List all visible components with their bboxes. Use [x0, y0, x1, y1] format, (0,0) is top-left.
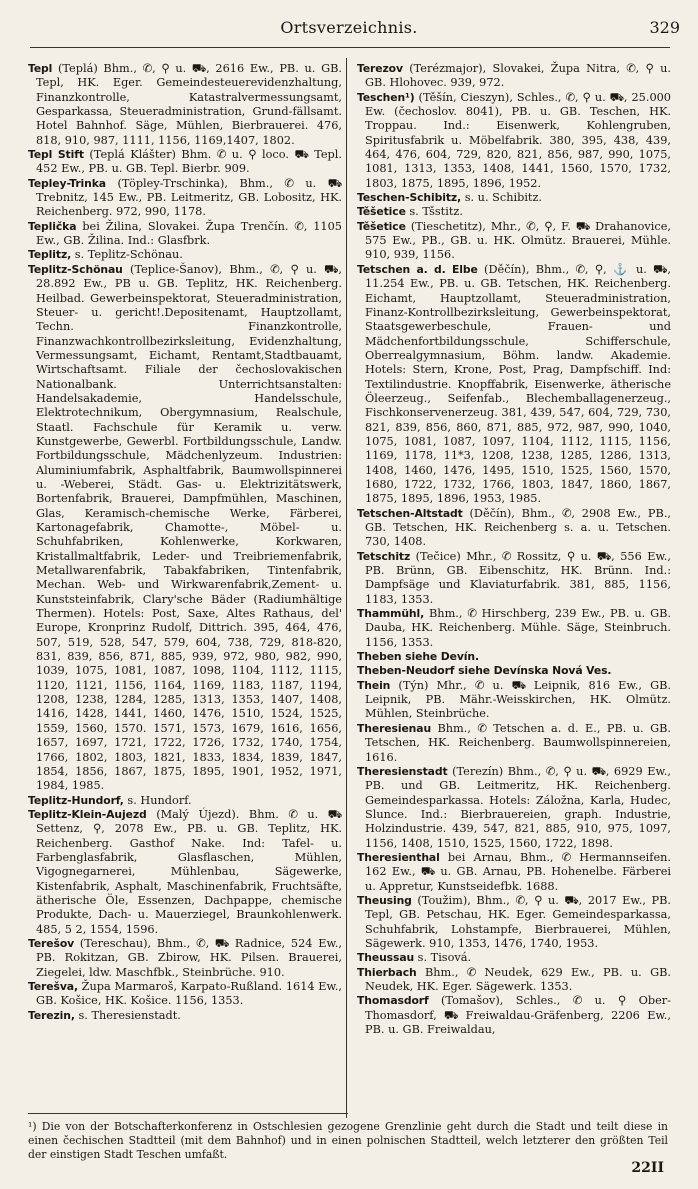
list-item: [357, 507, 671, 550]
entry-headword: Teplička: [28, 219, 77, 233]
list-item: [357, 679, 671, 722]
entry-headword: Terešva,: [28, 980, 78, 993]
list-item: [28, 177, 342, 220]
entry-headword: Tetschen-Altstadt: [357, 506, 463, 520]
entry-headword: Theben siehe Devín.: [357, 650, 480, 664]
list-item: [28, 148, 342, 177]
entry-text: (Tereschau), Bhm., ✆, ⛟ Radnice, 524 Ew., PB. Rokitzan, GB. Zbirow, HK. Pilsen. Brauerei, Ziegelei, ldw. Maschfbk., Steinbrüche. 910.: [36, 936, 342, 979]
list-item: [357, 851, 671, 894]
list-item: [357, 994, 671, 1037]
list-item: [357, 607, 671, 650]
list-item: [357, 664, 671, 678]
entry-text: Bhm., ✆ Hirschberg, 239 Ew., PB. u. GB. Dauba, HK. Reichenberg. Mühle. Säge, Steinbruch. 1156, 1353.: [365, 607, 671, 649]
header-rule: [30, 47, 670, 48]
entry-headword: Terezin,: [28, 1008, 75, 1022]
entry-text: (Tomašov), Schles., ✆ u. ⚲ Ober-Thomasdorf, ⛟ Freiwaldau-Gräfenberg, 2206 Ew., PB. u. GB. Freiwaldau,: [365, 994, 671, 1037]
entry-headword: Thomasdorf: [357, 994, 429, 1008]
entry-text: Bhm., ✆ Tetschen a. d. E., PB. u. GB. Tetschen, HK. Reichenberg. Baumwollspinnereien, 1616.: [365, 721, 671, 764]
list-item: [28, 62, 342, 148]
entry-text: s. Tisová.: [414, 951, 472, 965]
entry-headword: Tetschitz: [357, 549, 411, 563]
right-column: [357, 62, 671, 1037]
entry-headword: Teplitz-Hundorf,: [28, 793, 124, 807]
list-item: [28, 248, 342, 262]
entry-headword: Theresienstadt: [357, 764, 448, 778]
page-header: [0, 18, 698, 40]
entry-text: (Teplá) Bhm., ✆, ⚲ u. ⛟, 2616 Ew., PB. u. GB. Tepl, HK. Eger. Gemeindesteuerevidenzhaltung, Finanzkontrolle, Katastralvermessungsamt, Gesparkassa, Steueradministration, Grund-fällsamt. Hotel Bahnhof. Säge, Mühlen, Bierbrauerei. 476, 818, 910, 987, 1111, 1156, 1169,1407, 1802.: [36, 62, 342, 147]
entry-text: (Tieschetitz), Mhr., ✆, ⚲, F. ⛟ Drahanovice, 575 Ew., PB., GB. u. HK. Olmütz. Brauerei, Mühle. 910, 939, 1156.: [365, 219, 671, 262]
entry-headword: Theussau: [357, 951, 415, 965]
entry-headword: Tetschen a. d. Elbe: [357, 262, 478, 276]
entry-text: s. Teplitz-Schönau.: [71, 248, 183, 262]
list-item: [357, 220, 671, 263]
entry-text: (Terézmajor), Slovakei, Župa Nitra, ✆, ⚲ u. GB. Hlohovec. 939, 972.: [365, 62, 671, 90]
entry-headword: Tepl Stift: [28, 148, 84, 162]
entry-headword: Těšetice: [357, 205, 406, 219]
list-item: [357, 894, 671, 951]
list-item: [28, 937, 342, 980]
entry-headword: Teschen¹): [357, 90, 415, 104]
entry-headword: Tepley-Trinka: [28, 176, 106, 190]
list-item: [357, 62, 671, 91]
entry-text: s. Theresienstadt.: [74, 1008, 181, 1022]
signature-mark: 22II: [631, 1160, 664, 1176]
entry-text: bei Žilina, Slovakei. Župa Trenčín. ✆, 1105 Ew., GB. Žilina. Ind.: Glasfbrk.: [36, 219, 342, 248]
entry-headword: Thierbach: [357, 965, 417, 979]
entry-headword: Thammühl,: [357, 607, 425, 621]
entry-text: (Týn) Mhr., ✆ u. ⛟ Leipnik, 816 Ew., GB. Leipnik, PB. Mähr.-Weisskirchen, HK. Olmütz. Mühlen, Steinbrüche.: [365, 678, 671, 721]
entry-text: Bhm., ✆ Neudek, 629 Ew., PB. u. GB. Neudek, HK. Eger. Sägewerk. 1353.: [365, 965, 671, 993]
list-item: [357, 263, 671, 507]
list-item: [28, 263, 342, 794]
entry-headword: Thein: [357, 678, 391, 692]
entry-headword: Theben-Neudorf siehe Devínska Nová Ves.: [357, 664, 612, 678]
entry-text: s. Tšstitz.: [405, 205, 463, 219]
page-title: Ortsverzeichnis.: [280, 18, 418, 37]
entry-text: (Teplice-Šanov), Bhm., ✆, ⚲ u. ⛟, 28.892 Ew., PB u. GB. Teplitz, HK. Reichenberg. Heilbad. Gewerbeinspektorat, Steueradministration, Steuer- u. gericht!.Depositenamt, Hauptzollamt, Techn. Finanzkontrolle, Finanzwachkontrollbezirksleitung, Evidenzhaltung, Vermessungsamt, Eichamt, Rentamt,Stadtbauamt, Wirtschaftsamt. Filiale der čechoslovakischen Nationalbank. Unterrichtsanstalten: Handelsakademie, Handelsschule, Elektrotechnikum, Obergymnasium, Realschule, Staatl. Fachschule für Keramik u. verw. Kunstgewerbe, Gewerbl. Fortbildungsschule, Landw. Fortbildungsschule, Mädchenlyzeum. Industrien: Aluminiumfabrik, Asphaltfabrik, Baumwollspinnerei u. -Weberei, Städt. Gas- u. Elektrizitätswerk, Bortenfabrik, Brauerei, Dampfmühlen, Maschinen, Glas, Keramisch-chemische Werke, Färberei, Kartonagefabrik, Chamotte-, Möbel- u. Schuhfabriken, Kohlenwerke, Korkwaren, Kristallmaltfabrik, Leder- und Treibriemenfabrik, Metallwarenfabrik, Tabakfabriken, Tintenfabrik, Mechan. Web- und Wirkwarenfabrik,Zement- u. Kunststeinfabrik, Clary'sche Bäder (Radiumhältige Thermen). Hotels: Post, Saxe, Altes Rathaus, del' Europe, Kronprinz Rudolf, Dittrich. 395, 464, 476, 507, 519, 528, 547, 579, 604, 738, 729, 818-820, 831, 839, 856, 871, 885, 939, 972, 980, 982, 990, 1039, 1075, 1081, 1087, 1098, 1104, 1112, 1115, 1120, 1121, 1156, 1164, 1169, 1183, 1187, 1194, 1208, 1238, 1284, 1285, 1313, 1353, 1407, 1408, 1416, 1428, 1441, 1460, 1476, 1510, 1524, 1525, 1559, 1560, 1570. 1571, 1573, 1679, 1616, 1656, 1657, 1697, 1721, 1722, 1726, 1732, 1740, 1754, 1766, 1802, 1803, 1821, 1833, 1834, 1839, 1847, 1854, 1856, 1867, 1875, 1895, 1901, 1952, 1971, 1984, 1985.: [36, 262, 342, 793]
entry-headword: Terešov: [28, 936, 75, 950]
list-item: [28, 220, 342, 249]
list-item: [357, 966, 671, 995]
entry-text: (Terezín) Bhm., ✆, ⚲ u. ⛟, 6929 Ew., PB. und GB. Leitmeritz, HK. Reichenberg. Gemeindesparkassa. Hotels: Záložna, Karla, Hudec, Slunce. Ind.: Bierbrauereien, graph. Industrie, Holzindustrie. 439, 547, 821, 885, 910, 975, 1097, 1156, 1408, 1510, 1525, 1560, 1722, 1898.: [365, 764, 671, 850]
column-divider: [346, 58, 347, 1118]
entry-text: (Töpley-Trschinka), Bhm., ✆ u. ⛟ Trebnitz, 145 Ew., PB. Leitmeritz, GB. Lobositz, HK. Reichenberg. 972, 990, 1178.: [36, 176, 342, 219]
entry-text: (Teplá Klášter) Bhm. ✆ u. ⚲ loco. ⛟ Tepl. 452 Ew., PB. u. GB. Tepl. Bierbr. 909.: [36, 148, 342, 176]
entry-headword: Teplitz,: [28, 248, 72, 262]
entry-text: (Tečice) Mhr., ✆ Rossitz, ⚲ u. ⛟, 556 Ew., PB. Brünn, GB. Eibenschitz, HK. Brünn. Ind.: Dampfsäge und Klaviaturfabrik. 381, 885, 1156, 1183, 1353.: [365, 549, 671, 606]
entry-headword: Theresienthal: [357, 850, 440, 864]
page-number: 329: [649, 18, 680, 37]
entry-text: s. u. Schibitz.: [461, 191, 543, 205]
list-item: [28, 808, 342, 937]
entry-text: (Děčín), Bhm., ✆, ⚲, ⚓ u. ⛟, 11.254 Ew., PB. u. GB. Tetschen, HK. Reichenberg. Eichamt, Hauptzollamt, Steueradministration, Finanz-Kontrollbezirksleitung, Gewerbeinspektorat, Staatsgewerbeschule, Frauen- und Mädchenfortbildungsschule, Schifferschule, Oberrealgymnasium, Böhm. landw. Akademie. Hotels: Stern, Krone, Post, Prag, Dampfschiff. Ind: Textilindustrie. Knopffabrik, Eisenwerke, ätherische Öleerzeug., Seifenfab., Blechemballagenerzeug., Fischkonservenerzeug. 381, 439, 547, 604, 729, 730, 821, 839, 856, 860, 871, 885, 972, 987, 990, 1040, 1075, 1081, 1087, 1097, 1104, 1112, 1115, 1156, 1169, 1178, 11*3, 1208, 1238, 1285, 1286, 1313, 1408, 1460, 1476, 1495, 1510, 1525, 1560, 1570, 1680, 1722, 1732, 1766, 1803, 1847, 1860, 1867, 1875, 1895, 1896, 1953, 1985.: [365, 262, 671, 506]
entry-headword: Teplitz-Schönau: [28, 262, 123, 276]
list-item: [28, 794, 342, 808]
entry-headword: Těšetice: [357, 219, 406, 233]
list-item: [357, 205, 671, 219]
list-item: [357, 722, 671, 765]
entry-text: Župa Marmaroš, Karpato-Rußland. 1614 Ew., GB. Košice, HK. Košice. 1156, 1353.: [36, 980, 342, 1008]
entry-text: (Toužim), Bhm., ✆, ⚲ u. ⛟, 2017 Ew., PB. Tepl, GB. Petschau, HK. Eger. Gemeindesparkassa, Schuhfabrik, Lohstampfe, Bierbrauerei, Mühlen, Sägewerk. 910, 1353, 1476, 1740, 1953.: [365, 893, 671, 950]
list-item: [357, 650, 671, 664]
entry-text: s. Hundorf.: [123, 793, 192, 807]
entry-headword: Teplitz-Klein-Aujezd: [28, 807, 147, 821]
left-column: [28, 62, 342, 1023]
footnote: ¹) Die von der Botschafterkonferenz in Ostschlesien gezogene Grenzlinie geht durch die Stadt und teilt diese in einen čechischen Stadtteil (mit dem Bahnhof) und in einen polnischen Stadtteil, welch letzterer den größten Teil der einstigen Stadt Teschen umfaßt.: [28, 1120, 668, 1161]
list-item: [357, 765, 671, 851]
entry-text: (Těšín, Cieszyn), Schles., ✆, ⚲ u. ⛟, 25.000 Ew. (čechoslov. 8041), PB. u. GB. Teschen, HK. Troppau. Ind.: Eisenwerk, Kohlengruben, Spiritusfabrik u. Möbelfabrik. 380, 395, 438, 439, 464, 476, 604, 729, 820, 821, 856, 987, 990, 1075, 1081, 1313, 1353, 1408, 1441, 1560, 1570, 1732, 1803, 1875, 1895, 1896, 1952.: [365, 90, 671, 190]
list-item: [357, 550, 671, 607]
list-item: [28, 980, 342, 1009]
list-item: [357, 91, 671, 191]
list-item: [357, 191, 671, 205]
entry-headword: Terezov: [357, 62, 403, 75]
entry-headword: Tepl: [28, 62, 53, 75]
entry-text: bei Arnau, Bhm., ✆ Hermannseifen. 162 Ew., ⛟ u. GB. Arnau, PB. Hohenelbe. Färberei u. Appretur, Kunstseidefbk. 1688.: [365, 850, 671, 893]
entry-text: (Malý Újezd). Bhm. ✆ u. ⛟ Settenz, ⚲, 2078 Ew., PB. u. GB. Teplitz, HK. Reichenberg. Gasthof Nake. Ind: Tafel- u. Farbenglasfabrik, Glasflaschen, Mühlen, Vigognegarnerei, Mühlenbau, Sägewerke, Kistenfabrik, Asphalt, Maschinenfabrik, Fruchtsäfte, ätherische Öle, Essenzen, Dachpappe, chemische Produkte, Dach- u. Mauerziegel, Braunkohlenwerk. 485, 5 2, 1554, 1596.: [36, 807, 342, 936]
entry-headword: Teschen-Schibitz,: [357, 191, 462, 205]
entry-text: (Děčín), Bhm., ✆, 2908 Ew., PB., GB. Tetschen, HK. Reichenberg s. a. u. Tetschen. 730, 1408.: [365, 506, 671, 549]
entry-headword: Theusing: [357, 893, 412, 907]
footnote-rule: [28, 1113, 348, 1114]
list-item: [28, 1009, 342, 1023]
list-item: [357, 951, 671, 965]
entry-headword: Theresienau: [357, 721, 432, 735]
